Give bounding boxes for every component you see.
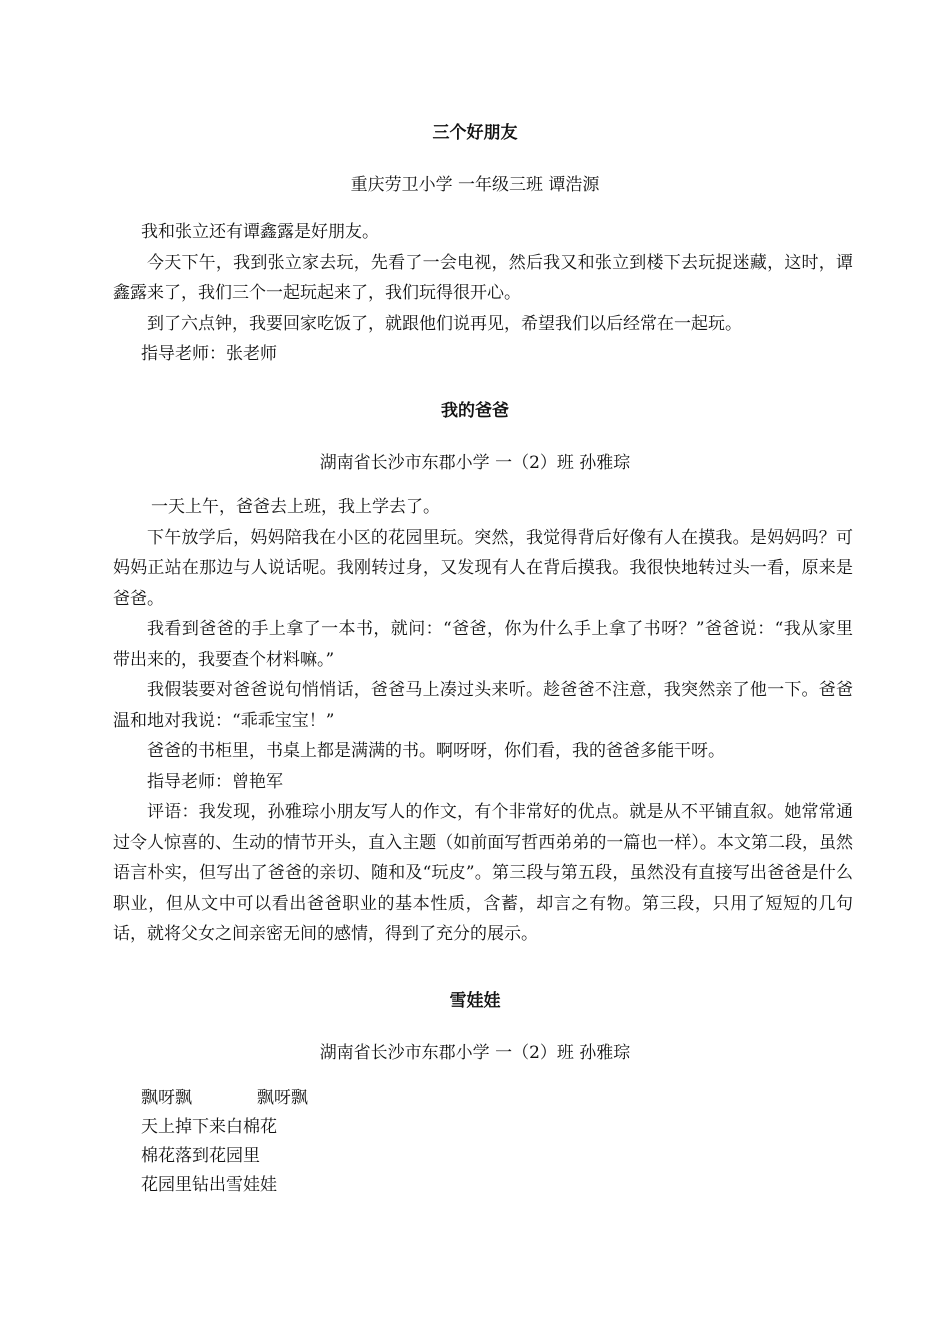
paragraph: 到了六点钟，我要回家吃饭了，就跟他们说再见，希望我们以后经常在一起玩。 xyxy=(147,313,742,334)
essay-body xyxy=(113,217,853,370)
paragraph: 下午放学后，妈妈陪我在小区的花园里玩。突然，我觉得背后好像有人在摸我。是妈妈吗？可妈妈正站在那边与人说话呢。我刚转过身，又发现有人在背后摸我。我很快地转过头一看，原来是爸爸。 xyxy=(113,527,853,609)
essay-body xyxy=(113,492,853,950)
poem-body xyxy=(141,1084,308,1200)
poem-line: 飘呀飘 飘呀飘 xyxy=(141,1088,308,1108)
essay-byline: 湖南省长沙市东郡小学 一（2）班 孙雅琮 xyxy=(319,453,631,473)
paragraph: 爸爸的书柜里，书桌上都是满满的书。啊呀呀，你们看，我的爸爸多能干呀。 xyxy=(147,741,725,761)
paragraph: 今天下午，我到张立家去玩，先看了一会电视，然后我又和张立到楼下去玩捉迷藏，这时，谭鑫露来了，我们三个一起玩起来了，我们玩得很开心。 xyxy=(113,252,853,303)
teacher-credit: 指导老师：张老师 xyxy=(141,344,277,364)
paragraph: 我假装要对爸爸说句悄悄话，爸爸马上凑过头来听。趁爸爸不注意，我突然亲了他一下。爸爸温和地对我说：“乖乖宝宝！” xyxy=(113,680,853,731)
poem-line: 棉花落到花园里 xyxy=(141,1146,260,1166)
paragraph: 一天上午，爸爸去上班，我上学去了。 xyxy=(151,497,440,517)
essay-title: 三个好朋友 xyxy=(432,123,518,143)
paragraph: 我看到爸爸的手上拿了一本书，就问：“爸爸，你为什么手上拿了书呀？”爸爸说：“我从家里带出来的，我要查个材料嘛。” xyxy=(113,619,853,670)
poem-byline: 湖南省长沙市东郡小学 一（2）班 孙雅琮 xyxy=(319,1043,631,1063)
poem-line: 天上掉下来白棉花 xyxy=(141,1117,277,1137)
essay-byline: 重庆劳卫小学 一年级三班 谭浩源 xyxy=(350,175,600,195)
poem-title: 雪娃娃 xyxy=(449,991,501,1011)
poem-line: 花园里钻出雪娃娃 xyxy=(141,1175,277,1195)
teacher-credit: 指导老师：曾艳军 xyxy=(147,771,283,792)
paragraph: 我和张立还有谭鑫露是好朋友。 xyxy=(141,222,379,242)
teacher-comment: 评语：我发现，孙雅琮小朋友写人的作文，有个非常好的优点。就是从不平铺直叙。她常常通过令人惊喜的、生动的情节开头，直入主题（如前面写哲西弟弟的一篇也一样）。本文第二段，虽然语言朴实，但写出了爸爸的亲切、随和及“玩皮”。第三段与第五段，虽然没有直接写出爸爸是什么职业，但从文中可以看出爸爸职业的基本性质，含蓄，却言之有物。第三段，只用了短短的几句话，就将父女之间亲密无间的感情，得到了充分的展示。 xyxy=(113,802,853,944)
essay-title: 我的爸爸 xyxy=(441,401,509,421)
